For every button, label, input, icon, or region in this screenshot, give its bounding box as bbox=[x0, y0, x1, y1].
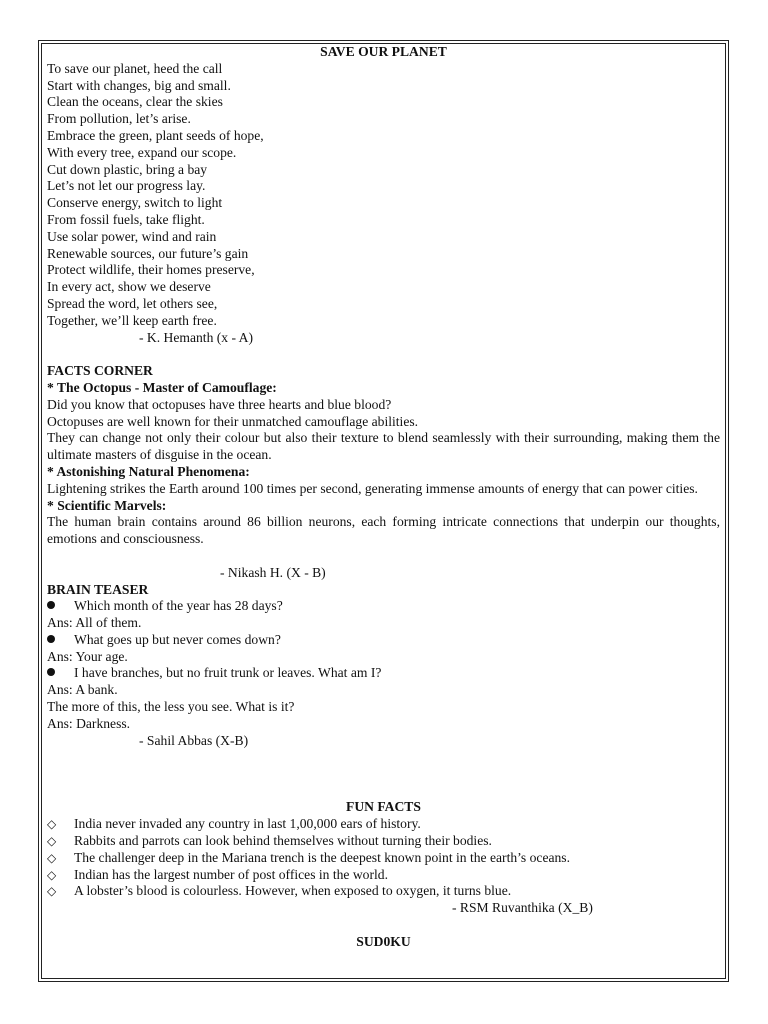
poem-line: Conserve energy, switch to light bbox=[47, 195, 223, 211]
teaser-question bbox=[47, 632, 720, 649]
poem-line: Spread the word, let others see, bbox=[47, 295, 218, 311]
funfacts-item bbox=[47, 850, 720, 867]
poem-line: Clean the oceans, clear the skies bbox=[47, 94, 223, 110]
teaser-question-text: The more of this, the less you see. What is it? bbox=[47, 699, 295, 715]
funfacts-item-text: India never invaded any country in last 1,00,000 ears of history. bbox=[74, 816, 421, 832]
spacer bbox=[47, 917, 720, 934]
poem-line: Start with changes, big and small. bbox=[47, 77, 231, 93]
spacer bbox=[47, 346, 720, 363]
bullet-icon bbox=[47, 668, 55, 676]
poem-line: From pollution, let’s arise. bbox=[47, 111, 191, 127]
facts-para: They can change not only their colour but also their texture to blend seamlessly with their surrounding, making them the ultimate masters of disguise in the ocean. bbox=[47, 430, 720, 463]
poem-line: From fossil fuels, take flight. bbox=[47, 211, 205, 227]
teaser-question-text: I have branches, but no fruit trunk or leaves. What am I? bbox=[74, 665, 382, 681]
poem-line: With every tree, expand our scope. bbox=[47, 144, 237, 160]
funfacts-item bbox=[47, 833, 720, 850]
funfacts-item-text: Rabbits and parrots can look behind themselves without turning their bodies. bbox=[74, 833, 492, 849]
teaser-question-text: What goes up but never comes down? bbox=[74, 631, 281, 647]
diamond-icon: ◇ bbox=[47, 867, 57, 882]
diamond-icon: ◇ bbox=[47, 884, 57, 899]
teaser-answer: Ans: All of them. bbox=[47, 615, 142, 631]
facts-author: - Nikash H. (X - B) bbox=[220, 564, 326, 580]
poem-line: Let’s not let our progress lay. bbox=[47, 178, 206, 194]
poem-line: Protect wildlife, their homes preserve, bbox=[47, 262, 255, 278]
diamond-icon: ◇ bbox=[47, 850, 57, 865]
funfacts-title: FUN FACTS bbox=[346, 799, 421, 815]
facts-heading: * The Octopus - Master of Camouflage: bbox=[47, 379, 277, 395]
funfacts-item-text: The challenger deep in the Mariana trench is the deepest known point in the earth’s oceans. bbox=[74, 849, 570, 865]
bullet-icon bbox=[47, 635, 55, 643]
facts-para: Octopuses are well known for their unmatched camouflage abilities. bbox=[47, 413, 419, 429]
diamond-icon: ◇ bbox=[47, 817, 57, 832]
facts-para: Lightening strikes the Earth around 100 times per second, generating immense amounts of energy that can power cities. bbox=[47, 480, 698, 496]
poem-line: Cut down plastic, bring a bay bbox=[47, 161, 208, 177]
funfacts-item-text: A lobster’s blood is colourless. However, when exposed to oxygen, it turns blue. bbox=[74, 883, 512, 899]
funfacts-author: - RSM Ruvanthika (X_B) bbox=[452, 900, 593, 916]
poem-body bbox=[47, 61, 720, 330]
poem-line: Renewable sources, our future’s gain bbox=[47, 245, 249, 261]
funfacts-item bbox=[47, 883, 720, 900]
facts-title: FACTS CORNER bbox=[47, 363, 153, 379]
funfacts-item bbox=[47, 816, 720, 833]
poem-line: Embrace the green, plant seeds of hope, bbox=[47, 127, 264, 143]
page-content bbox=[47, 44, 720, 951]
poem-line: In every act, show we deserve bbox=[47, 279, 211, 295]
funfacts-item-text: Indian has the largest number of post offices in the world. bbox=[74, 866, 388, 882]
sudoku-title: SUD0KU bbox=[356, 933, 411, 949]
facts-para: The human brain contains around 86 billion neurons, each forming intricate connections that underpin our thoughts, emotions and consciousness. bbox=[47, 514, 720, 547]
poem-author: - K. Hemanth (x - A) bbox=[139, 329, 254, 345]
poem-title: SAVE OUR PLANET bbox=[320, 44, 447, 59]
poem-line: To save our planet, heed the call bbox=[47, 60, 223, 76]
bullet-icon bbox=[47, 601, 55, 609]
facts-heading: * Scientific Marvels: bbox=[47, 497, 167, 513]
funfacts-item bbox=[47, 867, 720, 884]
teaser-title: BRAIN TEASER bbox=[47, 581, 149, 597]
diamond-icon: ◇ bbox=[47, 834, 57, 849]
teaser-question bbox=[47, 665, 720, 682]
facts-heading: * Astonishing Natural Phenomena: bbox=[47, 463, 250, 479]
poem-line: Use solar power, wind and rain bbox=[47, 228, 217, 244]
teaser-answer: Ans: Your age. bbox=[47, 648, 128, 664]
spacer bbox=[47, 548, 720, 565]
facts-para: Did you know that octopuses have three hearts and blue blood? bbox=[47, 396, 392, 412]
spacer bbox=[47, 749, 720, 799]
teaser-author: - Sahil Abbas (X-B) bbox=[139, 732, 249, 748]
teaser-question-text: Which month of the year has 28 days? bbox=[74, 598, 283, 614]
teaser-answer: Ans: Darkness. bbox=[47, 715, 131, 731]
teaser-question bbox=[47, 598, 720, 615]
teaser-answer: Ans: A bank. bbox=[47, 682, 118, 698]
poem-line: Together, we’ll keep earth free. bbox=[47, 312, 217, 328]
